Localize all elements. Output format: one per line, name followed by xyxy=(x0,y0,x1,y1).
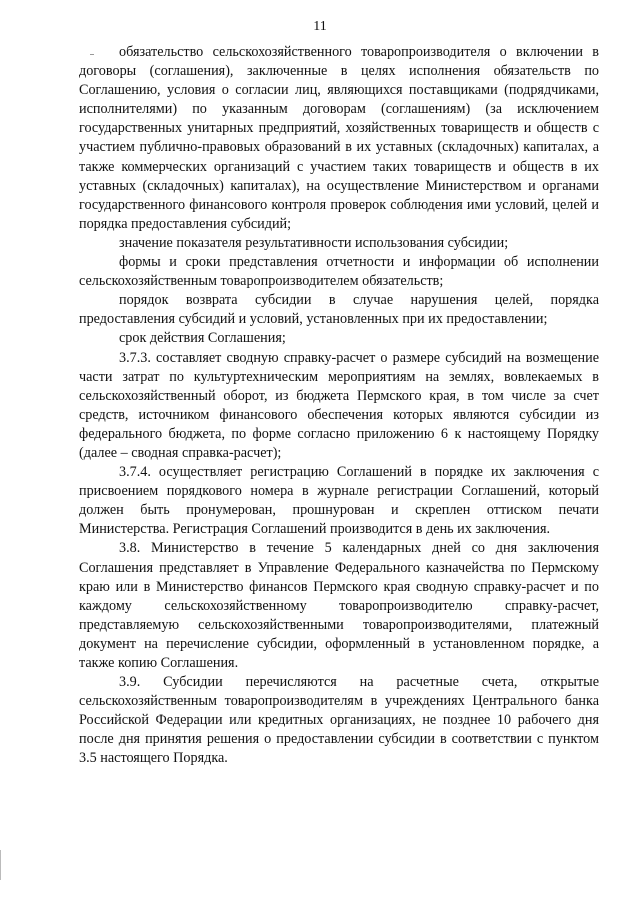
page-number: 11 xyxy=(313,19,327,34)
scan-edge-mark xyxy=(0,850,1,880)
document-body xyxy=(79,43,599,769)
paragraph: 3.7.4. осуществляет регистрацию Соглашений в порядке их заключения с присвоением порядкового номера в журнале регистрации Соглашений, который должен быть пронумерован, прошнурован и скреплен оттиском печати Министерства. Регистрация Соглашений производится в день их заключения. xyxy=(79,464,599,538)
paragraph: значение показателя результативности использования субсидии; xyxy=(119,234,509,251)
paragraph: порядок возврата субсидии в случае нарушения целей, порядка предоставления субсидий и условий, установленных при их предоставлении; xyxy=(79,292,599,328)
paragraph: 3.7.3. составляет сводную справку-расчет о размере субсидий на возмещение части затрат по культуртехническим мероприятиям на землях, вовлекаемых в сельскохозяйственный оборот, из бюджета Пермского края, в том числе за счет средств, источником финансового обеспечения которых являются субсидии из федерального бюджета, по форме согласно приложению 6 к настоящему Порядку (далее – сводная справка-расчет); xyxy=(79,349,599,461)
paragraph: 3.8. Министерство в течение 5 календарных дней со дня заключения Соглашения представляет в Управление Федерального казначейства по Пермскому краю или в Министерство финансов Пермского края сводную справку-расчет и по каждому сельскохозяйственному товаропроизводителю справку-расчет, представляемую сельскохозяйственными товаропроизводителями, платежный документ на перечисление субсидии, оформленный в установленном порядке, а также копию Соглашения. xyxy=(79,540,599,671)
paragraph: формы и сроки представления отчетности и информации об исполнении сельскохозяйственным товаропроизводителем обязательств; xyxy=(79,254,599,290)
paragraph: срок действия Соглашения; xyxy=(119,330,286,347)
paragraph: обязательство сельскохозяйственного товаропроизводителя о включении в договоры (соглашения), заключенные в целях исполнения обязательств по Соглашению, условия о согласии лиц, являющихся поставщиками (подрядчиками, исполнителями) по указанным договорам (соглашениям) (за исключением государственных унитарных предприятий, хозяйственных товариществ и обществ с участием публично-правовых образований в их уставных (складочных) капиталах, а также коммерческих организаций с участием таких товариществ и обществ в их уставных (складочных) капиталах), на осуществление Министерством и органами государственного финансового контроля проверок соблюдения ими условий, целей и порядка предоставления субсидий; xyxy=(79,44,599,232)
paragraph: 3.9. Субсидии перечисляются на расчетные счета, открытые сельскохозяйственным товаропроизводителям в учреждениях Центрального банка Российской Федерации или кредитных организациях, не позднее 10 рабочего дня после дня принятия решения о предоставлении субсидии в соответствии с пунктом 3.5 настоящего Порядка. xyxy=(79,674,599,767)
